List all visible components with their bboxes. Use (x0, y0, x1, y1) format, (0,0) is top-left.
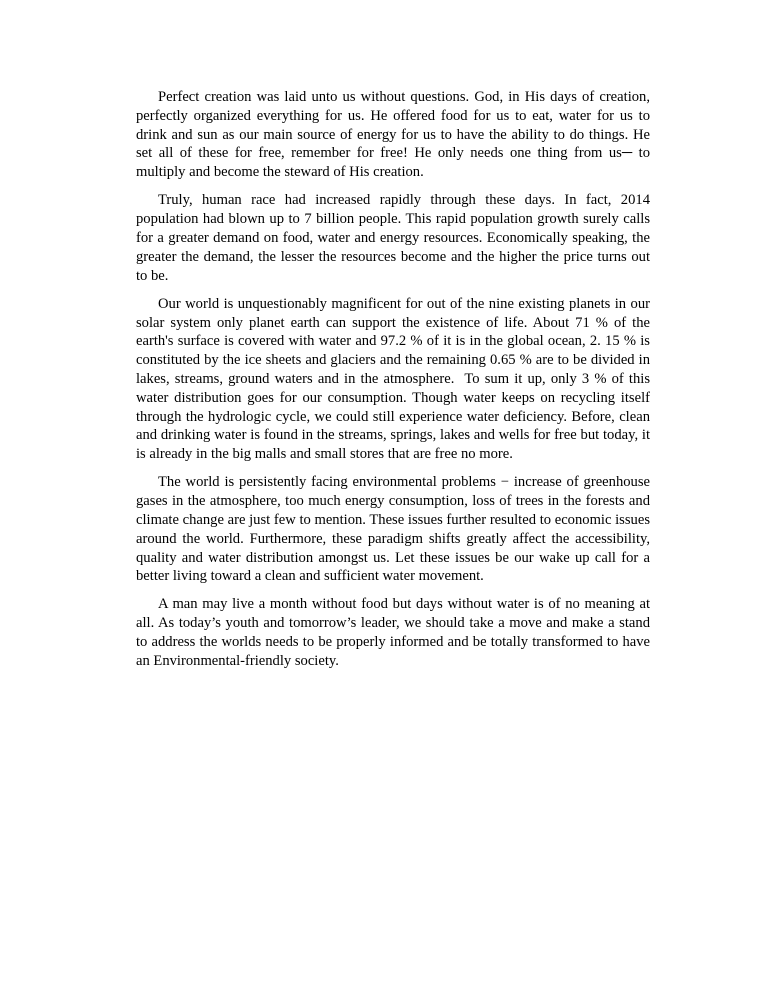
document-body (136, 88, 658, 680)
paragraph-conclusion: A man may live a month without food but days without water is of no meaning at all. As today’s youth and tomorrow’s leader, we should take a move and make a stand to address the worlds needs to be properly informed and be totally transformed to have an Environmental-friendly society. (136, 596, 658, 669)
paragraph-creation: Perfect creation was laid unto us without questions. God, in His days of creation, perfectly organized everything for us. He offered food for us to eat, water for us to drink and sun as our main source of energy for us to have the ability to do things. He set all of these for free, remember for free! He only needs one thing from us─ to multiply and become the steward of His creation. (136, 89, 654, 181)
paragraph-environmental-problems: The world is persistently facing environmental problems − increase of greenhouse gases in the atmosphere, too much energy consumption, loss of trees in the forests and climate change are just few to mention. These issues further resulted to economic issues around the world. Furthermore, these paradigm shifts greatly affect the accessibility, quality and water distribution amongst us. Let these issues be our wake up call for a better living toward a clean and sufficient water movement. (136, 474, 654, 585)
paragraph-water-distribution: Our world is unquestionably magnificent for out of the nine existing planets in our solar system only planet earth can support the existence of life. About 71 % of the earth's surface is covered with water and 97.2 % of it is in the global ocean, 2. 15 % is constituted by the ice sheets and glaciers and the remaining 0.65 % are to be divided in lakes, streams, ground waters and in the atmosphere. To sum it up, only 3 % of this water distribution goes for our consumption. Though water keeps on recycling itself through the hydrologic cycle, we could still experience water deficiency. Before, clean and drinking water is found in the streams, springs, lakes and wells for free but today, it is already in the big malls and small stores that are free no more. (136, 295, 654, 463)
paragraph-population: Truly, human race had increased rapidly through these days. In fact, 2014 population had blown up to 7 billion people. This rapid population growth surely calls for a greater demand on food, water and energy resources. Economically speaking, the greater the demand, the lesser the resources become and the higher the price turns out to be. (136, 192, 654, 284)
